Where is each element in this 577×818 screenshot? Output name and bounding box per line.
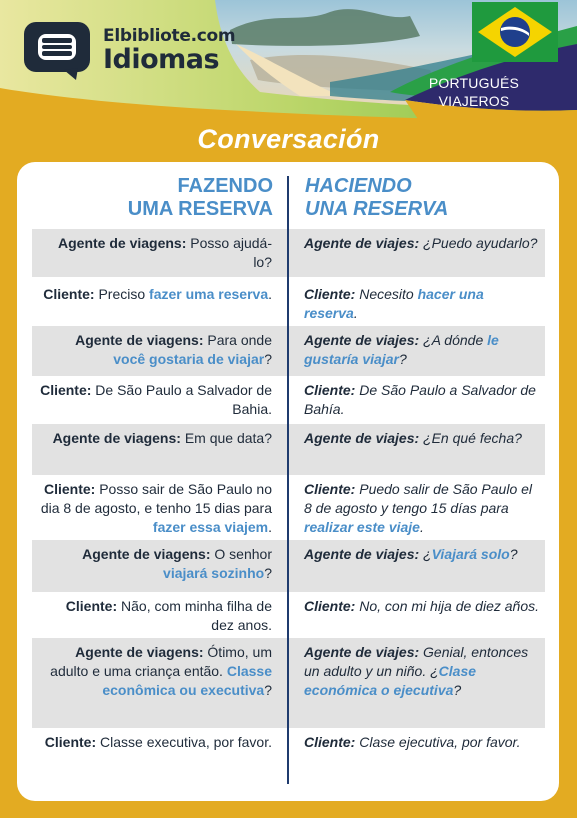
highlighted-phrase: le gustaría viajar bbox=[304, 332, 499, 367]
cell-spanish bbox=[304, 733, 540, 752]
dialogue-text: ¿ bbox=[419, 546, 432, 562]
dialogue-text: . bbox=[268, 286, 272, 302]
dialogue-text: De São Paulo a Salvador de Bahia. bbox=[91, 382, 272, 417]
dialogue-text: Preciso bbox=[94, 286, 150, 302]
cell-spanish bbox=[304, 285, 540, 323]
speaker-label: Agente de viajes: bbox=[304, 235, 420, 251]
speaker-label: Agente de viajes: bbox=[304, 430, 420, 446]
speaker-label: Agente de viagens: bbox=[58, 235, 187, 251]
speaker-label: Agente de viajes: bbox=[304, 644, 420, 660]
highlighted-phrase: fazer essa viajem bbox=[152, 519, 269, 535]
dialogue-text: Posso ajudá-lo? bbox=[186, 235, 272, 270]
cell-portuguese bbox=[40, 545, 272, 583]
cell-portuguese bbox=[40, 480, 272, 537]
dialogue-text: ? bbox=[398, 351, 407, 367]
logo-icon bbox=[24, 22, 94, 80]
brazil-flag-icon bbox=[472, 2, 558, 62]
dialogue-text: ? bbox=[264, 682, 272, 698]
dialogue-text: Em que data? bbox=[180, 430, 272, 446]
brand-subtitle: Idiomas bbox=[103, 44, 220, 75]
dialogue-text: Posso sair de São Paulo no dia 8 de agosto, e tenho 15 dias para bbox=[40, 481, 272, 516]
cell-spanish bbox=[304, 480, 540, 537]
column-divider bbox=[287, 176, 289, 784]
speaker-label: Cliente: bbox=[65, 598, 118, 614]
cell-portuguese bbox=[40, 234, 272, 272]
dialogue-text: ¿Puedo ayudarlo? bbox=[419, 235, 538, 251]
column-header-es-line1: HACIENDO bbox=[305, 175, 412, 197]
speaker-label: Cliente: bbox=[304, 481, 356, 497]
speaker-label: Cliente: bbox=[304, 598, 356, 614]
language-label bbox=[398, 74, 550, 110]
speaker-label: Agente de viagens: bbox=[52, 430, 181, 446]
dialogue-text: Puedo salir de São Paulo el 8 de agosto y tengo 15 días para bbox=[304, 481, 533, 516]
highlighted-phrase: Classe econômica ou executiva bbox=[102, 663, 272, 698]
dialogue-text: Classe executiva, por favor. bbox=[96, 734, 272, 750]
column-header-pt-line2: UMA RESERVA bbox=[127, 198, 273, 220]
highlighted-phrase: Viajará solo bbox=[431, 546, 510, 562]
dialogue-text: Não, com minha filha de dez anos. bbox=[117, 598, 272, 633]
speaker-label: Cliente: bbox=[304, 286, 356, 302]
cell-portuguese bbox=[40, 429, 272, 448]
dialogue-text: Clase ejecutiva, por favor. bbox=[355, 734, 521, 750]
highlighted-phrase: viajará sozinho bbox=[163, 565, 265, 581]
cell-spanish bbox=[304, 429, 540, 448]
cell-portuguese bbox=[40, 381, 272, 419]
speaker-label: Agente de viajes: bbox=[304, 546, 420, 562]
cell-spanish bbox=[304, 545, 540, 564]
dialogue-text: ? bbox=[453, 682, 462, 698]
dialogue-text: No, con mi hija de diez años. bbox=[355, 598, 539, 614]
speaker-label: Cliente: bbox=[40, 382, 92, 398]
brand-name: Elbibliote.com bbox=[103, 26, 236, 46]
speaker-label: Agente de viagens: bbox=[75, 644, 204, 660]
cell-spanish bbox=[304, 331, 540, 369]
dialogue-text: ¿En qué fecha? bbox=[419, 430, 522, 446]
dialogue-text: Para onde bbox=[203, 332, 272, 348]
dialogue-text: Ótimo, um adulto e uma criança então. bbox=[50, 644, 272, 679]
highlighted-phrase: realizar este viaje bbox=[304, 519, 420, 535]
dialogue-text: ¿A dónde bbox=[419, 332, 488, 348]
column-header-portuguese bbox=[40, 175, 273, 221]
header-banner bbox=[0, 0, 577, 122]
highlighted-phrase: você gostaria de viajar bbox=[113, 351, 265, 367]
language-label-line2: VIAJEROS bbox=[438, 93, 510, 109]
dialogue-text: Genial, entonces un adulto y un niño. ¿ bbox=[304, 644, 529, 679]
language-label-line1: PORTUGUÉS bbox=[428, 75, 520, 91]
highlighted-phrase: Clase económica o ejecutiva bbox=[304, 663, 477, 698]
column-header-spanish bbox=[305, 175, 538, 221]
dialogue-text: . bbox=[419, 519, 424, 535]
cell-spanish bbox=[304, 643, 540, 700]
speaker-label: Cliente: bbox=[304, 382, 356, 398]
highlighted-phrase: fazer uma reserva bbox=[149, 286, 269, 302]
cell-spanish bbox=[304, 381, 540, 419]
cell-portuguese bbox=[40, 285, 272, 304]
page-title: Conversación bbox=[197, 124, 380, 154]
column-header-pt-line1: FAZENDO bbox=[177, 175, 273, 197]
dialogue-text: . bbox=[353, 305, 358, 321]
highlighted-phrase: hacer una reserva bbox=[304, 286, 484, 321]
speaker-label: Agente de viajes: bbox=[304, 332, 420, 348]
cell-portuguese bbox=[40, 331, 272, 369]
speaker-label: Cliente: bbox=[43, 286, 95, 302]
cell-portuguese bbox=[40, 733, 272, 752]
speaker-label: Agente de viagens: bbox=[75, 332, 204, 348]
cell-portuguese bbox=[40, 597, 272, 635]
dialogue-text: ? bbox=[264, 351, 272, 367]
dialogue-text: O senhor bbox=[210, 546, 272, 562]
dialogue-text: De São Paulo a Salvador de Bahía. bbox=[304, 382, 536, 417]
speaker-label: Cliente: bbox=[43, 481, 96, 497]
cell-spanish bbox=[304, 234, 540, 253]
speaker-label: Agente de viagens: bbox=[82, 546, 211, 562]
dialogue-text: Necesito bbox=[355, 286, 418, 302]
speaker-label: Cliente: bbox=[44, 734, 97, 750]
dialogue-text: ? bbox=[509, 546, 518, 562]
column-header-es-line2: UNA RESERVA bbox=[305, 198, 449, 220]
speaker-label: Cliente: bbox=[304, 734, 356, 750]
cell-portuguese bbox=[40, 643, 272, 700]
cell-spanish bbox=[304, 597, 540, 616]
dialogue-text: ? bbox=[264, 565, 272, 581]
dialogue-text: . bbox=[268, 519, 272, 535]
